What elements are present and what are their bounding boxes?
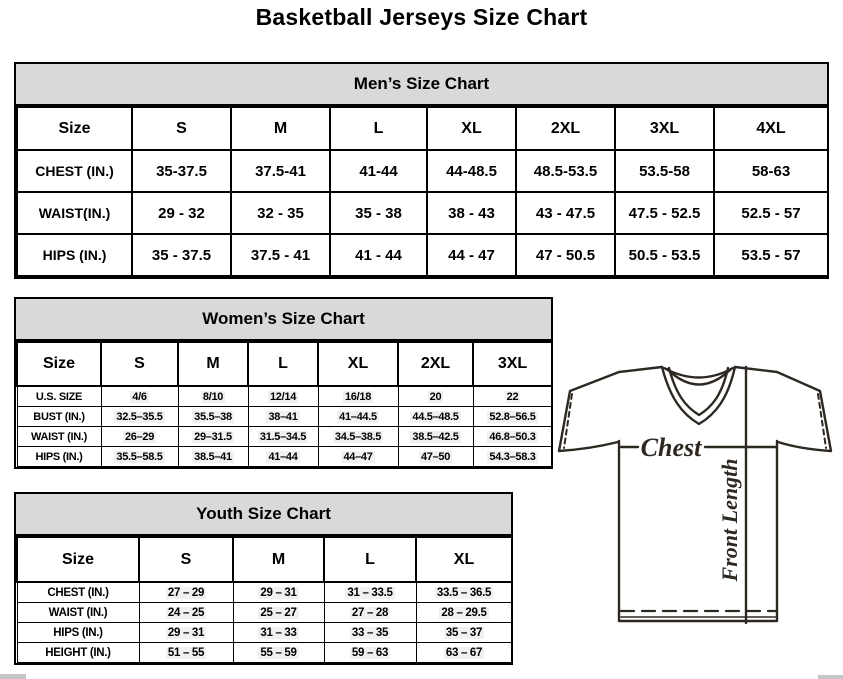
size-value: 27 – 28	[324, 603, 416, 623]
size-value: 33 – 35	[324, 623, 416, 643]
mens-size-chart-title: Men’s Size Chart	[16, 64, 827, 106]
header-row	[17, 342, 552, 386]
column-header: M	[178, 342, 248, 386]
size-value: 27 – 29	[139, 582, 233, 603]
table-row	[17, 386, 552, 407]
row-label: HIPS (IN.)	[17, 234, 132, 276]
size-value: 52.5 - 57	[714, 192, 828, 234]
table-row	[17, 623, 512, 643]
size-value: 12/14	[248, 386, 318, 407]
size-value: 47.5 - 52.5	[615, 192, 714, 234]
row-label: WAIST (IN.)	[17, 427, 101, 447]
size-value: 43 - 47.5	[516, 192, 615, 234]
size-value: 38–41	[248, 407, 318, 427]
size-value: 41–44.5	[318, 407, 398, 427]
row-label: WAIST(IN.)	[17, 192, 132, 234]
size-value: 31 – 33	[233, 623, 324, 643]
size-value: 63 – 67	[416, 643, 512, 663]
mens-size-chart	[14, 62, 829, 279]
size-value: 53.5-58	[615, 150, 714, 192]
size-value: 34.5–38.5	[318, 427, 398, 447]
size-value: 29 – 31	[139, 623, 233, 643]
size-value: 41 - 44	[330, 234, 427, 276]
size-value: 29 – 31	[233, 582, 324, 603]
column-header: Size	[17, 537, 139, 582]
row-label: HEIGHT (IN.)	[17, 643, 139, 663]
youth-size-chart	[14, 492, 513, 665]
size-value: 8/10	[178, 386, 248, 407]
column-header: M	[233, 537, 324, 582]
size-value: 35.5–38	[178, 407, 248, 427]
row-label: CHEST (IN.)	[17, 150, 132, 192]
column-header: 4XL	[714, 107, 828, 150]
size-value: 44.5–48.5	[398, 407, 473, 427]
womens-size-chart-title: Women’s Size Chart	[16, 299, 551, 341]
row-label: BUST (IN.)	[17, 407, 101, 427]
size-value: 38 - 43	[427, 192, 516, 234]
size-value: 35-37.5	[132, 150, 231, 192]
table-row	[17, 643, 512, 663]
size-value: 35 - 38	[330, 192, 427, 234]
column-header: S	[139, 537, 233, 582]
size-value: 38.5–41	[178, 447, 248, 467]
column-header: L	[248, 342, 318, 386]
size-value: 35 - 37.5	[132, 234, 231, 276]
size-value: 44–47	[318, 447, 398, 467]
table-row	[17, 603, 512, 623]
column-header: XL	[427, 107, 516, 150]
row-label: HIPS (IN.)	[17, 623, 139, 643]
column-header: S	[101, 342, 178, 386]
size-value: 22	[473, 386, 552, 407]
size-value: 52.8–56.5	[473, 407, 552, 427]
row-label: HIPS (IN.)	[17, 447, 101, 467]
table-row	[17, 582, 512, 603]
column-header: L	[324, 537, 416, 582]
size-value: 41–44	[248, 447, 318, 467]
size-value: 47 - 50.5	[516, 234, 615, 276]
scrollbar-fragment-right	[818, 675, 843, 679]
size-value: 26–29	[101, 427, 178, 447]
table-row	[17, 407, 552, 427]
size-value: 47–50	[398, 447, 473, 467]
size-value: 38.5–42.5	[398, 427, 473, 447]
size-value: 24 – 25	[139, 603, 233, 623]
size-value: 32 - 35	[231, 192, 330, 234]
row-label: CHEST (IN.)	[17, 582, 139, 603]
column-header: L	[330, 107, 427, 150]
header-row	[17, 107, 828, 150]
row-label: U.S. SIZE	[17, 386, 101, 407]
jersey-diagram-svg	[552, 354, 843, 630]
row-label: WAIST (IN.)	[17, 603, 139, 623]
table-row	[17, 192, 828, 234]
mens-size-table	[16, 106, 829, 277]
size-value: 37.5-41	[231, 150, 330, 192]
size-value: 44-48.5	[427, 150, 516, 192]
size-value: 32.5–35.5	[101, 407, 178, 427]
table-row	[17, 150, 828, 192]
column-header: S	[132, 107, 231, 150]
column-header: XL	[416, 537, 512, 582]
chest-label: Chest	[640, 433, 702, 462]
size-value: 35.5–58.5	[101, 447, 178, 467]
youth-size-table	[16, 536, 513, 663]
table-row	[17, 447, 552, 467]
size-value: 25 – 27	[233, 603, 324, 623]
size-value: 29 - 32	[132, 192, 231, 234]
scrollbar-fragment-left	[0, 674, 26, 679]
size-value: 48.5-53.5	[516, 150, 615, 192]
column-header: M	[231, 107, 330, 150]
size-value: 58-63	[714, 150, 828, 192]
size-value: 28 – 29.5	[416, 603, 512, 623]
size-value: 50.5 - 53.5	[615, 234, 714, 276]
jersey-body-outline	[619, 441, 777, 621]
size-value: 41-44	[330, 150, 427, 192]
size-value: 51 – 55	[139, 643, 233, 663]
column-header: Size	[17, 107, 132, 150]
womens-size-table	[16, 341, 553, 467]
size-value: 16/18	[318, 386, 398, 407]
size-value: 20	[398, 386, 473, 407]
size-value: 44 - 47	[427, 234, 516, 276]
column-header: XL	[318, 342, 398, 386]
size-value: 59 – 63	[324, 643, 416, 663]
size-value: 33.5 – 36.5	[416, 582, 512, 603]
size-value: 29–31.5	[178, 427, 248, 447]
column-header: 3XL	[615, 107, 714, 150]
jersey-diagram	[552, 354, 843, 630]
size-value: 37.5 - 41	[231, 234, 330, 276]
size-value: 53.5 - 57	[714, 234, 828, 276]
column-header: 3XL	[473, 342, 552, 386]
column-header: 2XL	[516, 107, 615, 150]
size-value: 31.5–34.5	[248, 427, 318, 447]
womens-size-chart	[14, 297, 553, 469]
page-title: Basketball Jerseys Size Chart	[255, 4, 588, 30]
size-value: 35 – 37	[416, 623, 512, 643]
column-header: 2XL	[398, 342, 473, 386]
size-value: 55 – 59	[233, 643, 324, 663]
size-value: 4/6	[101, 386, 178, 407]
youth-size-chart-title: Youth Size Chart	[16, 494, 511, 536]
table-row	[17, 234, 828, 276]
size-value: 54.3–58.3	[473, 447, 552, 467]
header-row	[17, 537, 512, 582]
front-length-label: Front Length	[717, 458, 742, 582]
size-value: 46.8–50.3	[473, 427, 552, 447]
column-header: Size	[17, 342, 101, 386]
table-row	[17, 427, 552, 447]
size-value: 31 – 33.5	[324, 582, 416, 603]
